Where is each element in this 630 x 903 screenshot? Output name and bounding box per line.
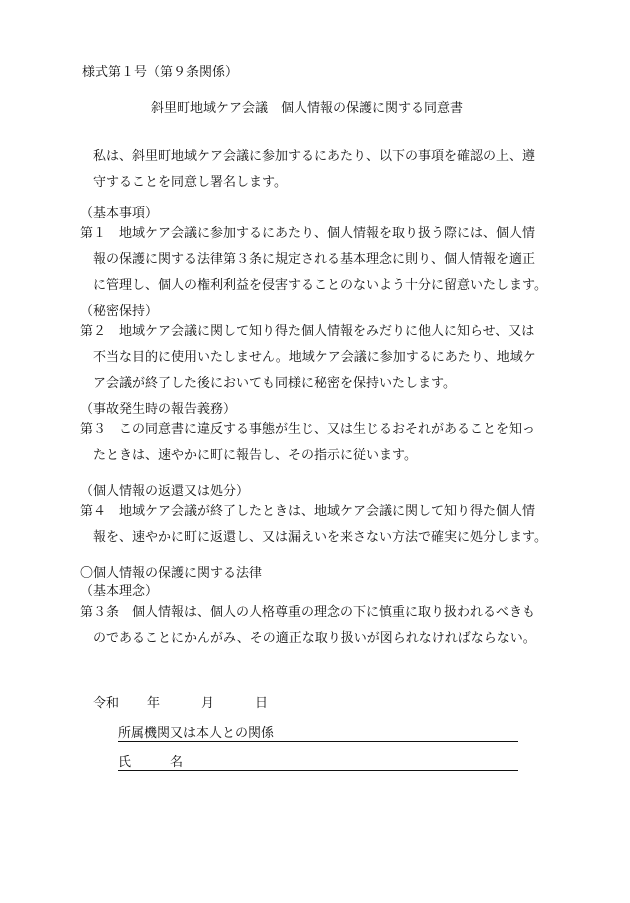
law-heading: （基本理念） xyxy=(80,584,159,599)
date-day: 日 xyxy=(255,696,269,711)
date-era: 令和 xyxy=(93,696,120,711)
section-incident xyxy=(80,417,535,469)
law-article xyxy=(80,600,536,652)
section-heading-incident: （事故発生時の報告義務） xyxy=(80,402,237,417)
affiliation-label: 所属機関又は本人との関係 xyxy=(118,726,275,741)
intro-line: 守することを同意し署名します。 xyxy=(93,175,287,190)
section-line: ア会議が終了した後においても同様に秘密を保持いたします。 xyxy=(93,376,456,391)
section-heading-basic: （基本事項） xyxy=(80,206,159,221)
affiliation-signature-line[interactable] xyxy=(118,741,518,742)
document-title: 斜里町地域ケア会議 個人情報の保護に関する同意書 xyxy=(151,101,464,116)
name-signature-line[interactable] xyxy=(118,770,518,771)
section-line: たときは、速やかに町に報告し、その指示に従います。 xyxy=(93,448,417,463)
section-line: 第３ この同意書に違反する事態が生じ、又は生じるおそれがあることを知っ xyxy=(80,422,536,437)
law-title: 〇個人情報の保護に関する法律 xyxy=(80,566,263,581)
date-month: 月 xyxy=(201,696,215,711)
name-label: 氏 名 xyxy=(118,755,184,770)
section-line: 第４ 地域ケア会議が終了したときは、地域ケア会議に関して知り得た個人情 xyxy=(80,504,536,519)
section-heading-return: （個人情報の返還又は処分） xyxy=(80,484,250,499)
law-line: 第３条 個人情報は、個人の人格尊重の理念の下に慎重に取り扱われるべきも xyxy=(80,605,536,620)
section-basic xyxy=(80,221,547,299)
section-return xyxy=(80,499,547,551)
intro-paragraph xyxy=(80,144,535,196)
intro-line: 私は、斜里町地域ケア会議に参加するにあたり、以下の事項を確認の上、遵 xyxy=(93,149,536,164)
law-line: のであることにかんがみ、その適正な取り扱いが図られなければならない。 xyxy=(93,631,536,646)
section-line: 第２ 地域ケア会議に関して知り得た個人情報をみだりに他人に知らせ、又は xyxy=(80,324,535,339)
date-year: 年 xyxy=(147,696,161,711)
section-line: 報の保護に関する法律第３条に規定される基本理念に則り、個人情報を適正 xyxy=(93,252,536,267)
section-line: 第１ 地域ケア会議に参加するにあたり、個人情報を取り扱う際には、個人情 xyxy=(80,226,536,241)
form-number: 様式第１号（第９条関係） xyxy=(82,65,239,80)
section-line: 不当な目的に使用いたしません。地域ケア会議に参加するにあたり、地域ケ xyxy=(93,350,536,365)
section-heading-confidentiality: （秘密保持） xyxy=(80,304,159,319)
section-confidentiality xyxy=(80,319,536,397)
section-line: に管理し、個人の権利利益を侵害することのないよう十分に留意いたします。 xyxy=(93,278,547,293)
section-line: 報を、速やかに町に返還し、又は漏えいを来さない方法で確実に処分します。 xyxy=(93,530,547,545)
